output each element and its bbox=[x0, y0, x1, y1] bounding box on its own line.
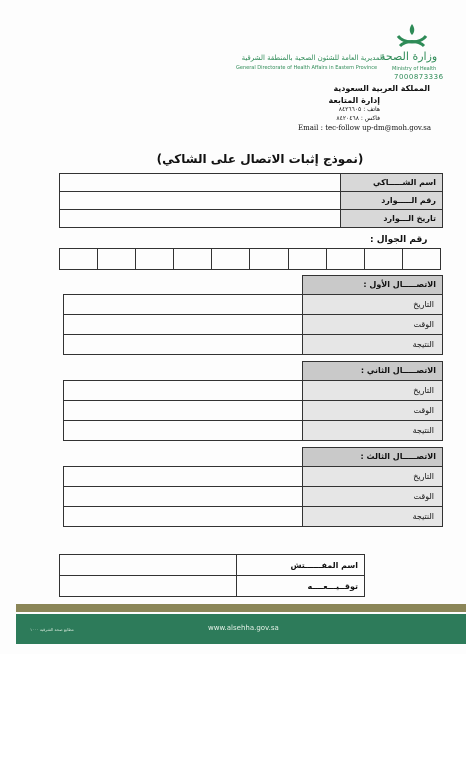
mobile-digit-box[interactable] bbox=[364, 249, 402, 270]
mobile-digit-box[interactable] bbox=[136, 249, 174, 270]
inspector-name-field[interactable] bbox=[60, 555, 237, 576]
contact-3-heading: الاتصـــــال الثالث : bbox=[302, 448, 443, 467]
mobile-number-boxes bbox=[59, 248, 441, 270]
incoming-number-label: رقم الـــــوارد bbox=[341, 192, 443, 210]
inspector-table bbox=[59, 554, 365, 597]
contact-2-table bbox=[63, 361, 443, 441]
mobile-digit-box[interactable] bbox=[174, 249, 212, 270]
contact-1-time-field[interactable] bbox=[64, 314, 303, 334]
mobile-digit-box[interactable] bbox=[60, 249, 98, 270]
complainant-table bbox=[59, 173, 443, 228]
contact-2-date-field[interactable] bbox=[64, 380, 303, 400]
department-email: Email : tec-follow up-dm@moh.gov.sa bbox=[298, 124, 432, 132]
mobile-digit-box[interactable] bbox=[250, 249, 288, 270]
inspector-signature-label: توقــيـــعــــه bbox=[237, 576, 365, 597]
inspector-name-label: اسم المفــــــتش bbox=[237, 555, 365, 576]
contact-1-time-label: الوقت bbox=[302, 314, 443, 334]
department-phone: هاتف : ٨٤٢٦٦٠٥ bbox=[338, 106, 380, 113]
ministry-name-ar: وزارة الصحة bbox=[380, 50, 438, 63]
contact-1-heading: الاتصـــــال الأول : bbox=[302, 276, 443, 295]
contact-1-result-label: النتيجة bbox=[302, 334, 443, 354]
mobile-digit-box[interactable] bbox=[98, 249, 136, 270]
contact-3-result-label: النتيجة bbox=[302, 506, 443, 526]
contact-2-heading: الاتصـــــال الثاني : bbox=[302, 362, 443, 381]
complainant-name-field[interactable] bbox=[60, 174, 341, 192]
contact-1-result-field[interactable] bbox=[64, 334, 303, 354]
mobile-digit-box[interactable] bbox=[402, 249, 440, 270]
mobile-label: رقم الجوال : bbox=[370, 235, 428, 245]
contact-2-time-field[interactable] bbox=[64, 400, 303, 420]
contact-3-result-field[interactable] bbox=[64, 506, 303, 526]
kingdom-name: المملكة العربية السعودية bbox=[333, 84, 430, 93]
footer-print-note: مطابع صحة الشرقية ١٠٠٠ bbox=[30, 627, 74, 632]
contact-2-time-label: الوقت bbox=[302, 400, 443, 420]
contact-3-date-field[interactable] bbox=[64, 466, 303, 486]
contact-2-result-label: النتيجة bbox=[302, 420, 443, 440]
department-fax: فاكس : ٨٤٢٠٤٦٨ bbox=[336, 115, 380, 122]
contact-3-time-field[interactable] bbox=[64, 486, 303, 506]
inspector-signature-field[interactable] bbox=[60, 576, 237, 597]
form-title: (نموذج إثبات الاتصال على الشاكي) bbox=[156, 152, 364, 166]
contact-1-date-field[interactable] bbox=[64, 294, 303, 314]
mobile-digit-box[interactable] bbox=[326, 249, 364, 270]
footer-stripe bbox=[16, 604, 466, 612]
mobile-digit-box[interactable] bbox=[288, 249, 326, 270]
department-name: إدارة المتابعة bbox=[328, 96, 380, 105]
ministry-name-en: Ministry of Health bbox=[392, 66, 437, 72]
directorate-name-en: General Directorate of Health Affairs in Eastern Province bbox=[236, 65, 378, 71]
contact-1-date-label: التاريخ bbox=[302, 294, 443, 314]
contact-3-table bbox=[63, 447, 443, 527]
contact-2-result-field[interactable] bbox=[64, 420, 303, 440]
contact-3-date-label: التاريخ bbox=[302, 466, 443, 486]
incoming-date-field[interactable] bbox=[60, 210, 341, 228]
footer-website[interactable]: www.alsehha.gov.sa bbox=[208, 624, 279, 632]
ministry-phone: 7000873336 bbox=[394, 73, 444, 81]
directorate-name-ar: المديرية العامة للشئون الصحية بالمنطقة الشرقية bbox=[241, 54, 384, 62]
complainant-name-label: اسم الشـــــاكي bbox=[341, 174, 443, 192]
contact-3-time-label: الوقت bbox=[302, 486, 443, 506]
incoming-number-field[interactable] bbox=[60, 192, 341, 210]
incoming-date-label: تاريخ الـــوارد bbox=[341, 210, 443, 228]
mobile-digit-box[interactable] bbox=[212, 249, 250, 270]
contact-2-date-label: التاريخ bbox=[302, 380, 443, 400]
contact-1-table bbox=[63, 275, 443, 355]
moh-logo-icon bbox=[392, 22, 432, 52]
